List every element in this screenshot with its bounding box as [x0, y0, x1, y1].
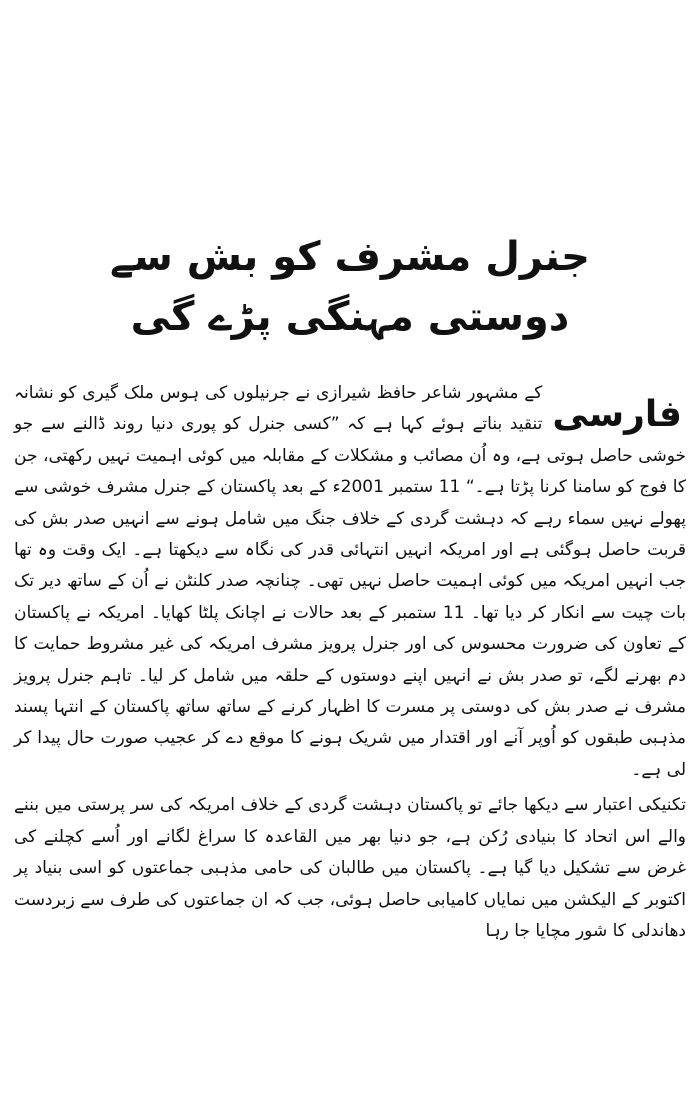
- article-headline: جنرل مشرف کو بش سے دوستی مہنگی پڑے گی: [110, 233, 590, 340]
- drop-cap-word: فارسی: [552, 394, 682, 435]
- paragraph-1-text: کے مشہور شاعر حافظ شیرازی نے جرنیلوں کی ہوس ملک گیری کو نشانہ تنقید بناتے ہوئے کہا ہے کہ ”کسی جنرل کو پوری دنیا روند ڈالنے سے جو خوشی حاصل ہوتی ہے، وہ اُن مصائب و مشکلات کے مقابلہ میں کوئی اہمیت نہیں رکھتی، جن کا فوج کو سامنا کرنا پڑتا ہے۔“ 11 ستمبر 2001ء کے بعد پاکستان کے جنرل مشرف خوشی سے پھولے نہیں سماء رہے کہ دہشت گردی کے خلاف جنگ میں شامل ہونے سے انہیں صدر بش کی قربت حاصل ہوگئی ہے اور امریکہ انہیں انتہائی قدر کی نگاہ سے دیکھتا ہے۔ ایک وقت وہ تھا جب انہیں امریکہ میں کوئی اہمیت حاصل نہیں تھی۔ چنانچہ صدر کلنٹن نے اُن کے ساتھ دیر تک بات چیت سے انکار کر دیا تھا۔ 11 ستمبر کے بعد حالات نے اچانک پلٹا کھایا۔ امریکہ نے پاکستان کے تعاون کی ضرورت محسوس کی اور جنرل پرویز مشرف امریکہ کی غیر مشروط حمایت کا دم بھرنے لگے، تو صدر بش نے انہیں اپنے دوستوں کے حلقہ میں شامل کر لیا۔ تاہم جنرل پرویز مشرف نے صدر بش کی دوستی پر مسرت کا اظہار کرنے کے ساتھ ساتھ پاکستان کے انتہا پسند مذہبی طبقوں کو اُوپر آنے اور اقتدار میں شریک ہونے کا موقع دے کر عجیب صورت حال پیدا کر لی ہے۔: [14, 383, 686, 780]
- article-paragraph-1: [14, 378, 686, 786]
- article-body: [14, 378, 686, 947]
- article-paragraph-2: تکنیکی اعتبار سے دیکھا جائے تو پاکستان دہشت گردی کے خلاف امریکہ کی سر پرستی میں بننے والے اس اتحاد کا بنیادی رُکن ہے، جو دنیا بھر میں القاعدہ کا سراغ لگانے اور اُسے کچلنے کی غرض سے تشکیل دیا گیا ہے۔ پاکستان میں طالبان کی حامی مذہبی جماعتوں کو اسی بنیاد پر اکتوبر کے الیکشن میں نمایاں کامیابی حاصل ہوئی، جب کہ ان جماعتوں کی طرف سے زبردست دھاندلی کا شور مچایا جا رہا: [14, 795, 686, 941]
